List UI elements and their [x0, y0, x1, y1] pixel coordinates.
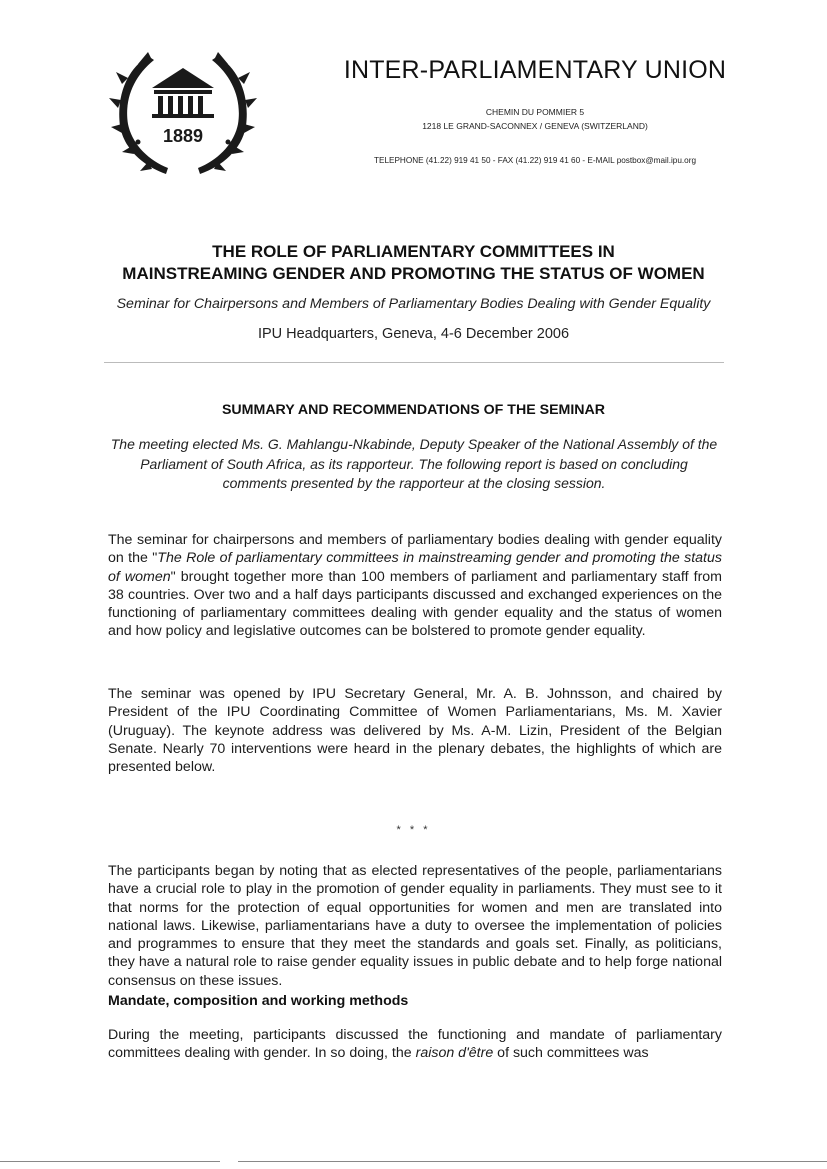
p4-text-after: of such committees was: [493, 1045, 649, 1062]
p1-text-before: The seminar for chairpersons and members of parliamentary bodies dealing with gender equality on the ": [108, 532, 722, 567]
body-paragraph-3: The participants began by noting that as elected representatives of the people, parliamentarians have a crucial role to play in the promotion of gender equality in parliaments. They must see to it that norms for the protection of equal opportunities for women and men are translated into national laws. Likewise, parliamentarians have a duty to oversee the implementation of policies and programmes to ensure that they meet the standards and goals set. Finally, as politicians, they have a natural role to raise gender equality issues in public debate and to help forge national consensus on these issues.: [108, 863, 722, 989]
logo-year: 1889: [162, 126, 204, 146]
org-name: INTER-PARLIAMENTARY UNION: [343, 56, 727, 84]
p4-text-before: During the meeting, participants discussed the functioning and mandate of parliamentary committees dealing with gender. In so doing, the: [108, 1027, 722, 1062]
footer-rule-gap: [220, 1159, 238, 1163]
document-title-line-1: THE ROLE OF PARLIAMENTARY COMMITTEES IN: [212, 242, 615, 261]
footer-rule: [0, 1161, 827, 1162]
address-line-1: CHEMIN DU POMMIER 5: [485, 107, 585, 117]
intro-paragraph: The meeting elected Ms. G. Mahlangu-Nkabinde, Deputy Speaker of the National Assembly of the Parliament of South Africa, as its rapporteur. The following report is based on concluding comments presented by the rapporteur at the closing session.: [110, 436, 718, 491]
body-paragraph-1: [108, 531, 722, 641]
address-line-2: 1218 LE GRAND-SACONNEX / GENEVA (SWITZERLAND): [422, 121, 648, 131]
p1-italic-title: The Role of parliamentary committees in mainstreaming gender and promoting the status of women: [108, 550, 722, 585]
ipu-logo: [108, 44, 258, 182]
horizontal-rule: [104, 362, 724, 363]
contact-line: TELEPHONE (41.22) 919 41 50 - FAX (41.22) 919 41 60 - E-MAIL postbox@mail.ipu.org: [373, 156, 697, 165]
p4-italic-term: raison d'être: [415, 1045, 494, 1062]
body-paragraph-4: [108, 1026, 722, 1063]
section-separator: * * *: [396, 824, 431, 836]
document-subtitle: Seminar for Chairpersons and Members of Parliamentary Bodies Dealing with Gender Equality: [116, 296, 711, 312]
document-title-line-2: MAINSTREAMING GENDER AND PROMOTING THE STATUS OF WOMEN: [122, 264, 705, 283]
section-heading: Mandate, composition and working methods: [108, 993, 409, 1009]
p1-text-after: " brought together more than 100 members of parliament and parliamentary staff from 38 countries. Over two and a half days participants discussed and exchanged experiences on the functioning of parliamentary committees dealing with gender equality and the status of women and how policy and legislative outcomes can be bolstered to promote gender equality.: [108, 568, 722, 640]
summary-heading: SUMMARY AND RECOMMENDATIONS OF THE SEMINAR: [221, 402, 606, 418]
venue-date: IPU Headquarters, Geneva, 4-6 December 2006: [257, 326, 570, 342]
body-paragraph-2: The seminar was opened by IPU Secretary General, Mr. A. B. Johnsson, and chaired by President of the IPU Coordinating Committee of Women Parliamentarians, Ms. M. Xavier (Uruguay). The keynote address was delivered by Ms. A-M. Lizin, President of the Belgian Senate. Nearly 70 interventions were heard in the plenary debates, the highlights of which are presented below.: [108, 686, 722, 776]
